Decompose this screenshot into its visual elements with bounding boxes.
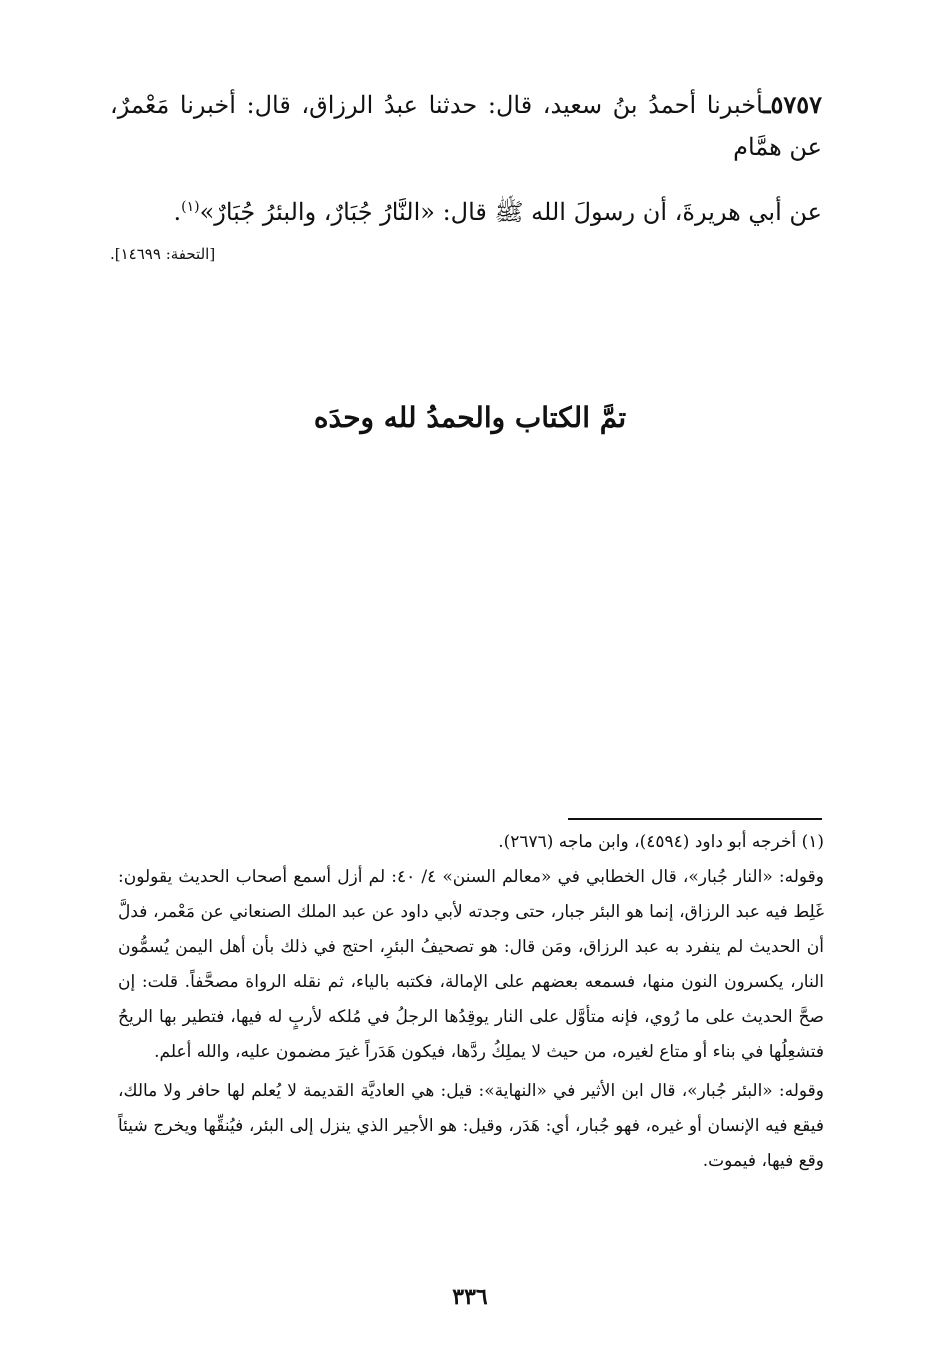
footnote-commentary-fire: وقوله: «النار جُبار»، قال الخطابي في «معالم السنن» ٤/ ٤٠: لم أزل أسمع أصحاب الحديث يقولون: غَلِط فيه عبد الرزاق، إنما هو البئر جبار، حتى وجدته لأبي داود عن عبد الملك الصنعاني عن مَعْمر، فدلَّ أن الحديث لم ينفرد به عبد الرزاق، ومَن قال: هو تصحيفُ البئرِ، احتج في ذلك بأن أهل اليمن يُسمُّون النار، يكسرون النون منها، فسمعه بعضهم على الإمالة، فكتبه بالياء، ثم نقله الرواة مصحَّفاً. قلت: إن صحَّ الحديث على ما رُوي، فإنه متأوَّل على النار يوقِدُها الرجلُ في مُلكه لأربٍ له فيها، فتطير بها الريحُ فتشعِلُها في بناء أو متاع لغيره، من حيث لا يملِكُ ردَّها، فيكون هَدَراً غيرَ مضمون عليه، والله أعلم. xyxy=(118,867,824,1062)
hadith-chain-text: أخبرنا أحمدُ بنُ سعيد، قال: حدثنا عبدُ الرزاق، قال: أخبرنا مَعْمرٌ، عن همَّام xyxy=(110,91,822,161)
footnote-commentary-well: وقوله: «البئر جُبار»، قال ابن الأثير في «النهاية»: قيل: هي العاديَّة القديمة لا يُعلم لها حافر ولا مالك، فيقع فيه الإنسان أو غيره، فهو جُبار، أي: هَدَر، وقيل: هو الأجير الذي ينزل إلى البئر، فيُنقِّها ويخرج شيئاً وقع فيها، فيموت. xyxy=(118,1081,824,1171)
hadith-end-mark: . xyxy=(173,198,182,226)
hadith-number: ٥٧٥٧ـ xyxy=(763,90,822,119)
hadith-matn-text: عن أبي هريرةَ، أن رسولَ الله ﷺ قال: «النَّارُ جُبَارٌ، والبئرُ جُبَارٌ» xyxy=(199,198,822,226)
hadith-block xyxy=(110,84,822,233)
footnote-divider xyxy=(568,818,822,820)
hadith-chain-line xyxy=(110,84,822,168)
footnotes-block xyxy=(118,825,824,1179)
page-number: ٣٣٦ xyxy=(452,1284,488,1310)
closing-statement: تمَّ الكتاب والحمدُ لله وحدَه xyxy=(313,401,627,434)
footnote-marker: (١) xyxy=(181,199,200,215)
footnote-source: (١) أخرجه أبو داود (٤٥٩٤)، وابن ماجه (٢٦٧٦). xyxy=(498,832,824,852)
tuhfa-reference: [التحفة: ١٤٦٩٩]. xyxy=(110,245,216,263)
hadith-matn-line xyxy=(110,186,822,233)
